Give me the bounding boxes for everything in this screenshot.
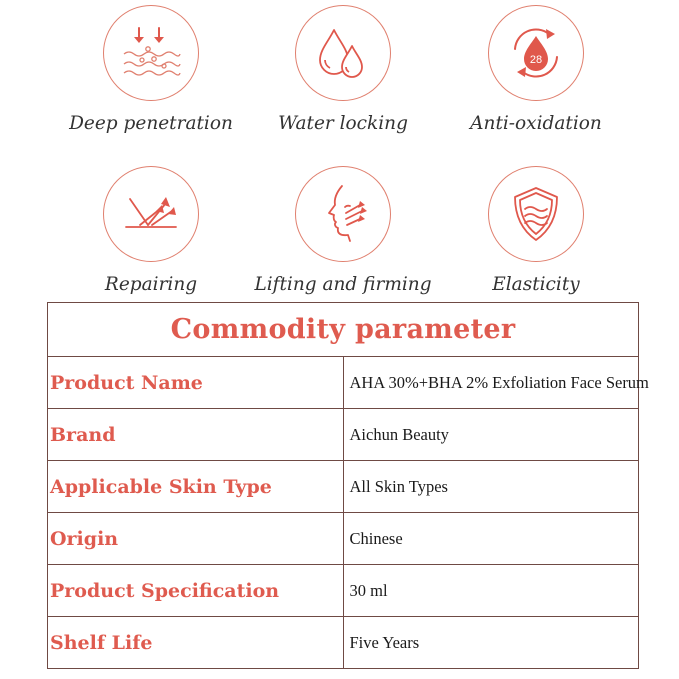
feature-label: Water locking <box>278 113 408 134</box>
table-row <box>48 409 639 461</box>
deep-penetration-icon <box>103 5 199 101</box>
water-drops-icon <box>295 5 391 101</box>
row-key: Product Specification <box>48 565 344 617</box>
commodity-parameter-table <box>47 302 649 669</box>
feature-grid <box>0 0 679 300</box>
feature-deep-penetration <box>61 5 241 134</box>
feature-label: Lifting and firming <box>254 274 432 295</box>
feature-water-locking <box>253 5 433 134</box>
feature-label: Deep penetration <box>69 113 233 134</box>
feature-anti-oxidation <box>446 5 626 134</box>
table-row <box>48 513 639 565</box>
row-value: AHA 30%+BHA 2% Exfoliation Face Serum <box>343 357 639 409</box>
feature-lifting-firming <box>253 166 433 295</box>
row-key: Applicable Skin Type <box>48 461 344 513</box>
shield-icon <box>488 166 584 262</box>
feature-repairing <box>61 166 241 295</box>
row-key: Shelf Life <box>48 617 344 669</box>
repair-arrows-icon <box>103 166 199 262</box>
face-lifting-icon <box>295 166 391 262</box>
row-key: Brand <box>48 409 344 461</box>
table-row <box>48 565 639 617</box>
table-row <box>48 617 639 669</box>
row-value: All Skin Types <box>343 461 639 513</box>
anti-oxidation-badge: 28 <box>529 54 543 66</box>
row-key: Product Name <box>48 357 344 409</box>
table-row <box>48 461 639 513</box>
row-value: Chinese <box>343 513 639 565</box>
table-title: Commodity parameter <box>48 303 639 357</box>
feature-elasticity <box>446 166 626 295</box>
anti-oxidation-icon <box>488 5 584 101</box>
row-value: 30 ml <box>343 565 639 617</box>
feature-label: Repairing <box>104 274 198 295</box>
feature-label: Elasticity <box>492 274 580 295</box>
row-value: Aichun Beauty <box>343 409 639 461</box>
row-value: Five Years <box>343 617 639 669</box>
table-row <box>48 357 639 409</box>
feature-label: Anti-oxidation <box>470 113 602 134</box>
row-key: Origin <box>48 513 344 565</box>
